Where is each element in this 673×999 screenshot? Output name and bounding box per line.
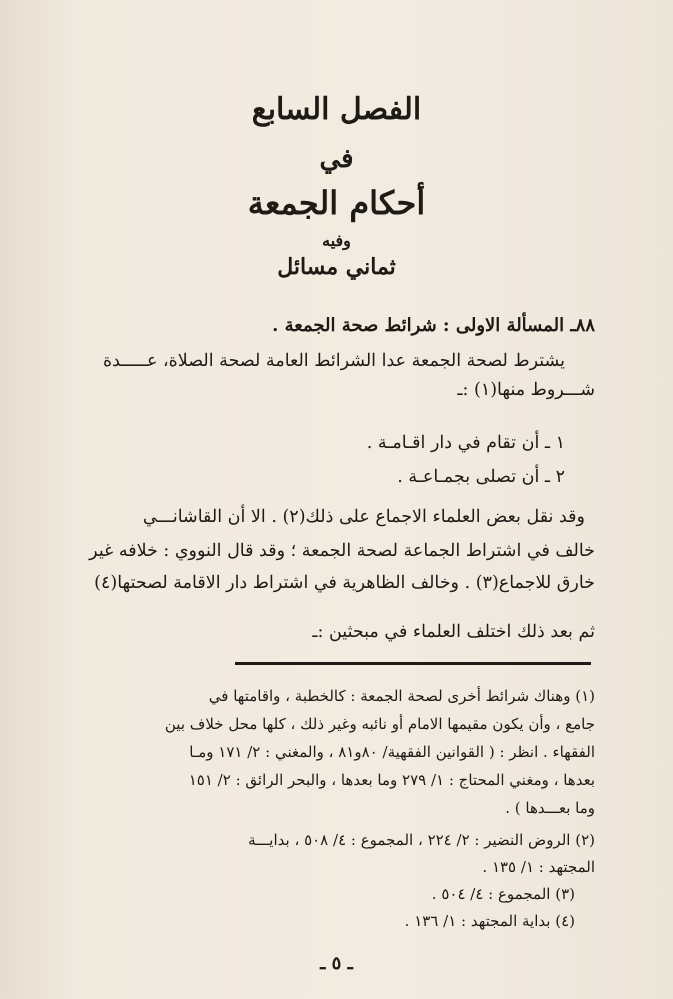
footnote-line: (٤) بداية المجتهد : ١/ ١٣٦ . [404, 912, 575, 930]
paragraph-line: شـــروط منها(١) :ـ [457, 380, 595, 400]
chapter-title-in: في [319, 144, 354, 174]
footnote-line: المجتهد : ١/ ١٣٥ . [482, 858, 595, 876]
chapter-subject: أحكام الجمعة [247, 184, 426, 222]
page-number: ـ ٥ ـ [320, 953, 353, 974]
footnote-line: بعدها ، ومغني المحتاج : ١/ ٢٧٩ وما بعدها ، والبحر الرائق : ٢/ ١٥١ [188, 771, 595, 789]
footnote-line: وما بعـــدها ) . [505, 799, 595, 817]
list-item: ٢ ـ أن تصلى بجمـاعـة . [397, 467, 565, 487]
footnote-line: (٣) المجموع : ٤/ ٥٠٤ . [431, 885, 575, 903]
chapter-issues-count: ثماني مسائل [277, 254, 396, 280]
footnote-line: جامع ، وأن يكون مقيمها الامام أو نائبه وغير ذلك ، كلها محل خلاف بين [164, 715, 595, 733]
list-item: ١ ـ أن تقام في دار اقـامـة . [366, 433, 565, 453]
chapter-title: الفصل السابع [251, 92, 422, 127]
footnotes [85, 0, 595, 999]
paragraph-line: خالف في اشتراط الجماعة لصحة الجمعة ؛ وقد قال النووي : خلافه غير [89, 541, 595, 561]
chapter-contains: وفيه [322, 231, 351, 250]
paragraph-line: يشترط لصحة الجمعة عدا الشرائط العامة لصحة الصلاة، عـــــدة [103, 351, 565, 371]
section-heading: ٨٨ـ المسألة الاولى : شرائط صحة الجمعة . [272, 315, 595, 336]
footnote-line: (٢) الروض النضير : ٢/ ٢٢٤ ، المجموع : ٤/ ٥٠٨ ، بدايـــة [248, 831, 595, 849]
footnote-line: الفقهاء . انظر : ( القوانين الفقهية/ ٨٠و٨١ ، والمغني : ٢/ ١٧١ ومـا [189, 743, 595, 761]
paragraph-line: وقد نقل بعض العلماء الاجماع على ذلك(٢) . الا أن القاشانـــي [142, 507, 585, 527]
paragraph-line: خارق للاجماع(٣) . وخالف الظاهرية في اشتراط دار الاقامة لصحتها(٤) [94, 573, 595, 593]
paragraph-line: ثم بعد ذلك اختلف العلماء في مبحثين :ـ [312, 622, 595, 642]
footnote-line: (١) وهناك شرائط أخرى لصحة الجمعة : كالخطبة ، واقامتها في [208, 687, 595, 705]
